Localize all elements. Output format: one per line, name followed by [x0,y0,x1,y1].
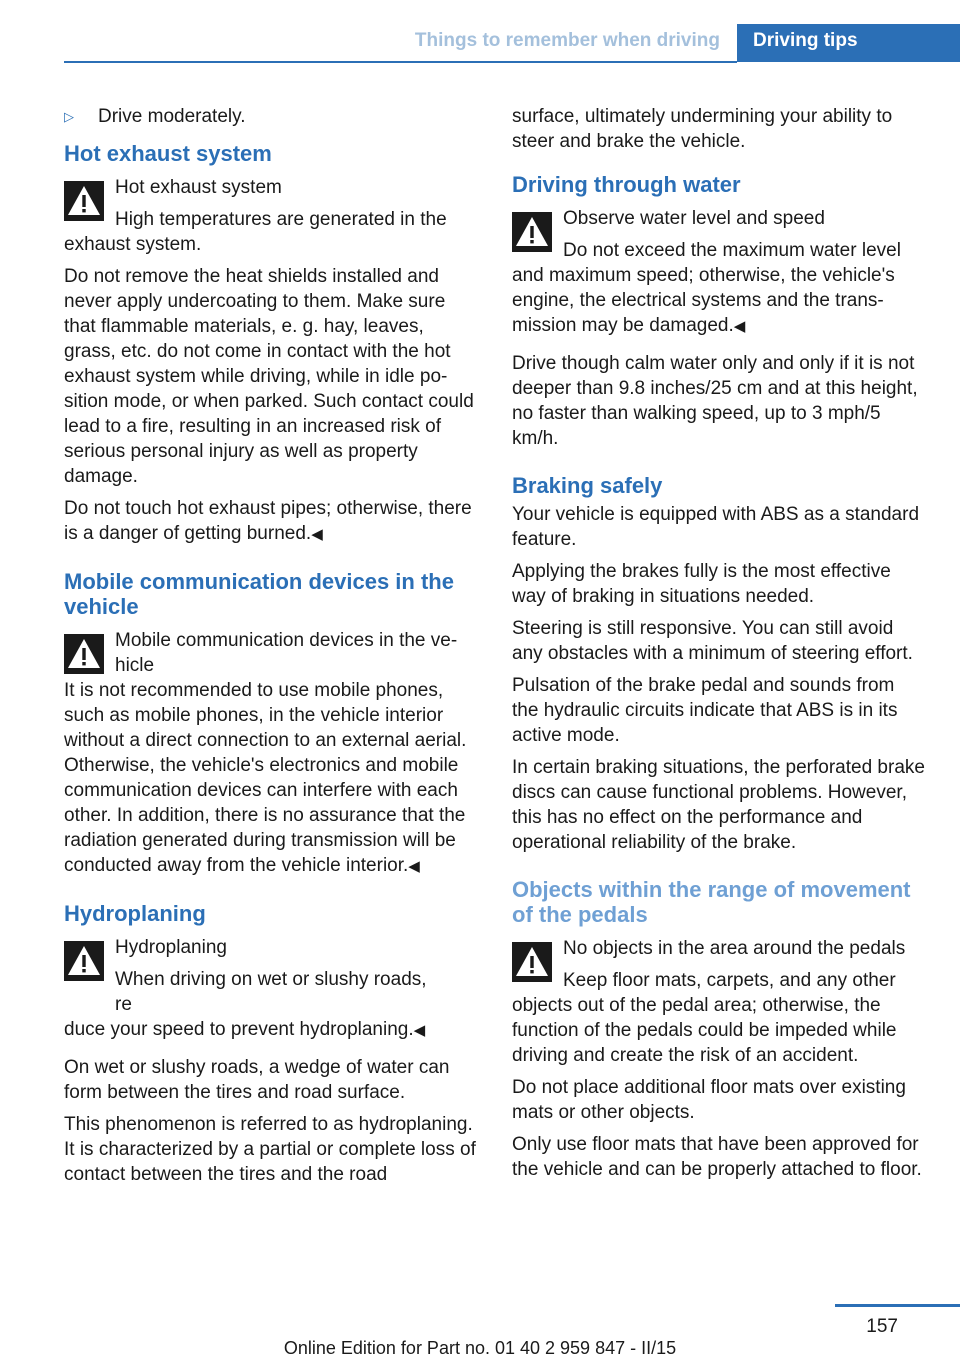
heading-hot-exhaust: Hot exhaust system [64,141,272,166]
end-mark-icon: ◀ [413,1022,426,1039]
warning-text: When driving on wet or slushy roads, re [115,969,427,1015]
heading-braking-safely: Braking safely [512,473,663,498]
heading-pedal-objects: Objects within the range of movement of the pedals [512,877,911,927]
page-footer [0,1300,960,1362]
header-section-title: Things to remember when driving [414,30,720,51]
warning-text: duce your speed to prevent hydroplaning. [64,1019,414,1040]
warning-text-continued: objects out of the pedal area; otherwise, the function of the pedals could be impeded while driving and create the risk of an accident. [512,995,897,1066]
warning-title: Hydroplaning [115,937,227,958]
warning-text: High temperatures are generated in the [115,209,447,230]
warning-text-continued [64,1017,478,1043]
warning-text-continued [512,263,926,339]
warning-block-mobile [64,628,478,685]
footer-rule [835,1304,960,1307]
paragraph [64,496,478,547]
paragraph-text: Do not touch hot exhaust pipes; otherwise, there is a danger of getting burned. [64,498,472,544]
warning-block-water [512,206,926,270]
right-column [512,104,926,1189]
warning-text: and maximum speed; otherwise, the vehicle's engine, the electrical systems and the transmission may be damaged. [512,265,895,336]
paragraph: Your vehicle is equipped with ABS as a standard feature. [512,504,920,550]
warning-block-hydroplaning [64,935,478,1024]
paragraph: On wet or slushy roads, a wedge of water can form between the tires and road surface. [64,1057,450,1103]
warning-triangle-icon [64,181,104,221]
heading-driving-through-water: Driving through water [512,172,741,197]
paragraph: Drive though calm water only and only if it is not deeper than 9.8 inches/25 cm and at this height, no faster than walking speed, up to 3 mph/5 km/h. [512,353,918,449]
warning-title: No objects in the area around the pedals [563,938,906,959]
edition-note: Online Edition for Part no. 01 40 2 959 847 - II/15 [283,1338,677,1358]
triangle-bullet-icon: ▷ [64,109,74,124]
paragraph: Applying the brakes fully is the most effective way of braking in situations needed. [512,561,891,607]
warning-triangle-icon [512,212,552,252]
end-mark-icon: ◀ [408,858,420,875]
paragraph: Pulsation of the brake pedal and sounds from the hydraulic circuits indicate that ABS is in its active mode. [512,675,898,746]
paragraph: Steering is still responsive. You can still avoid any obstacles with a minimum of steering effort. [512,618,913,664]
warning-text-continued: exhaust system. [64,234,202,255]
paragraph-text: It is not recommended to use mobile phones, such as mobile phones, in the vehicle interior without a direct connection to an external aerial. Otherwise, the vehicle's electronics and mobile communication devices can interfere with each other. In addition, there is no assurance that the radiation generated during transmission will be conducted away from the vehicle interior. [64,680,467,876]
paragraph: Do not place additional floor mats over existing mats or other objects. [512,1077,906,1123]
bullet-item [64,104,478,129]
warning-block-hot-exhaust [64,175,478,239]
heading-mobile-devices: Mobile communication devices in the vehicle [64,569,454,619]
warning-triangle-icon [64,941,104,981]
header-rule [64,61,737,63]
paragraph: Only use floor mats that have been approved for the vehicle and can be properly attached to floor. [512,1134,922,1180]
warning-title: Mobile communication devices in the vehicle [115,630,458,676]
paragraph: Do not remove the heat shields installed and never apply undercoating to them. Make sure that flammable materials, e. g. hay, leaves, grass, etc. do not come in contact with the hot exhaust system while driving, while in idle position mode, or when parked. Such contact could lead to a fire, resulting in an increased risk of serious personal injury as well as property damage. [64,266,474,487]
warning-text: Keep floor mats, carpets, and any other [563,970,896,991]
warning-triangle-icon [512,942,552,982]
page-number: 157 [866,1316,898,1337]
end-mark-icon: ◀ [733,318,746,335]
paragraph: This phenomenon is referred to as hydroplaning. It is characterized by a partial or complete loss of contact between the tires and the road [64,1114,476,1185]
warning-title: Hot exhaust system [115,177,282,198]
bullet-text: Drive moderately. [98,106,246,127]
paragraph [64,678,478,879]
header-chapter-tab: Driving tips [737,24,960,62]
end-mark-icon: ◀ [311,526,323,543]
warning-triangle-icon [64,634,104,674]
warning-title: Observe water level and speed [563,208,825,229]
heading-hydroplaning: Hydroplaning [64,901,206,926]
warning-text: Do not exceed the maximum water level [563,240,901,261]
left-column [64,104,478,1194]
warning-block-pedals [512,936,926,1000]
paragraph: In certain braking situations, the perforated brake discs can cause functional problems. However, this has no effect on the performance and operational reliability of the brake. [512,757,925,853]
page-header [0,0,960,62]
paragraph-continued: surface, ultimately undermining your ability to steer and brake the vehicle. [512,106,893,152]
